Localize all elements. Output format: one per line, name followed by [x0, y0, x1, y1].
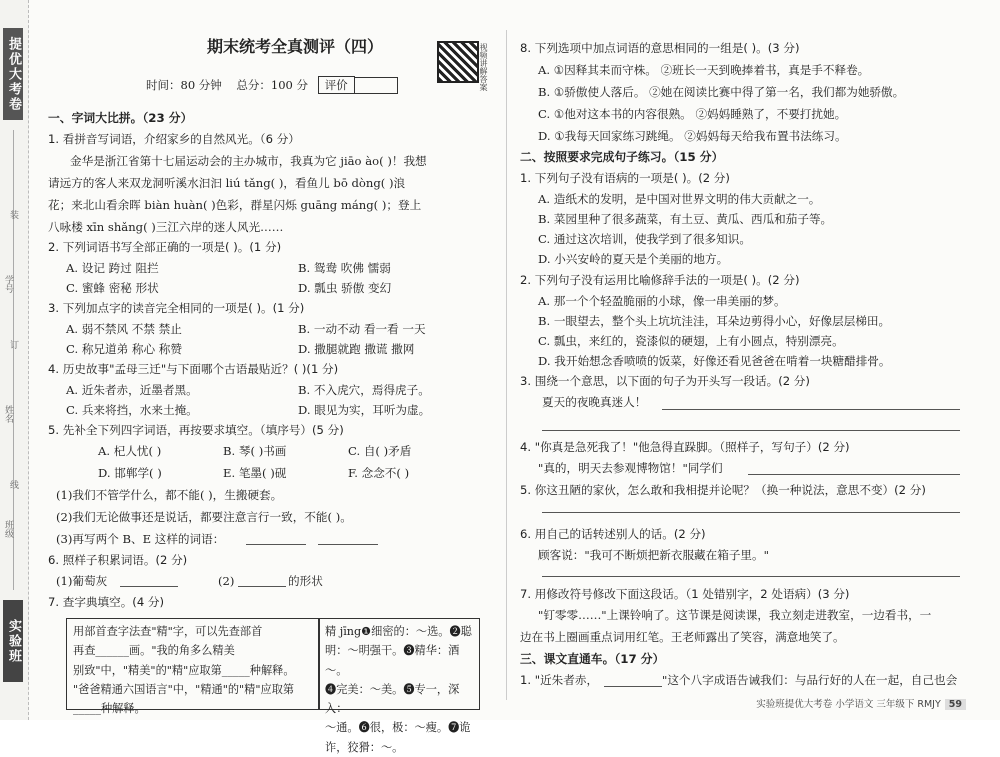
q5-word-f: F. 念念不( ) [348, 466, 410, 480]
section-1-heading: 一、字词大比拼。（23 分） [48, 111, 193, 125]
q1-line-2: 请远方的客人来双龙洞听溪水汩汩 liú tǎng( )，看鱼儿 bō dòng( )浪 [48, 176, 406, 190]
q5-word-a: A. 杞人忧( ) [98, 444, 162, 458]
q5-word-c: C. 自( )矛盾 [348, 444, 412, 458]
q1-line-1: 金华是浙江省第十七届运动会的主办城市，我真为它 jiāo ào( )！我想 [70, 154, 427, 168]
time-label: 时间：80 分钟 [146, 78, 222, 92]
r1-option-c[interactable]: C. 通过这次培训，使我学到了很多知识。 [538, 232, 751, 246]
binding-spine [0, 0, 29, 720]
r2-option-a[interactable]: A. 那一个个轻盈脆丽的小球，像一串美丽的梦。 [538, 294, 786, 308]
r3-answer-line-1[interactable] [662, 409, 960, 410]
q6-sub-2: (2) [218, 574, 235, 588]
r3-start-sentence: 夏天的夜晚真迷人！ [542, 395, 647, 409]
q4-option-d[interactable]: D. 眼见为实，耳听为虚。 [298, 403, 431, 417]
r7-passage-line-2: 边在书上圈画重点词用红笔。王老师露出了笑容，满意地笑了。 [520, 630, 845, 644]
r6-quote: 顾客说："我可不断烦把新衣服藏在箱子里。" [538, 548, 769, 562]
page-footer [756, 696, 966, 710]
footer-text: 实验班提优大考卷 小学语文 三年级下 RMJY [756, 699, 941, 710]
page-number: 59 [945, 699, 966, 710]
q6-prompt: 6. 照样子积累词语。(2 分) [48, 553, 188, 567]
q1-prompt: 1. 看拼音写词语，介绍家乡的自然风光。（6 分） [48, 132, 300, 146]
exam-meta [146, 76, 446, 94]
r2-option-d[interactable]: D. 我开始想念香喷喷的饭菜，好像还看见爸爸在啃着一块糖醋排骨。 [538, 354, 891, 368]
k1-prompt: 1. "近朱者赤， [520, 673, 599, 687]
q6-blank-2[interactable] [238, 586, 286, 587]
q3-option-d[interactable]: D. 撒腿就跑 撒谎 撒网 [298, 342, 415, 356]
bind-mark-3: 线 [8, 480, 18, 489]
q4-option-c[interactable]: C. 兵来将挡，水来土掩。 [66, 403, 198, 417]
r3-answer-line-2[interactable] [542, 430, 960, 431]
q5-word-d: D. 邯郸学( ) [98, 466, 162, 480]
q8-option-d[interactable]: D. ①我每天回家练习跳绳。 ②妈妈每天给我布置书法练习。 [538, 129, 847, 143]
q4-option-a[interactable]: A. 近朱者赤，近墨者黑。 [66, 383, 198, 397]
r2-option-b[interactable]: B. 一眼望去，整个头上坑坑洼洼，耳朵边剪得小心，好像层层梯田。 [538, 314, 891, 328]
q5-blank-1[interactable] [246, 544, 306, 545]
q7-dictionary-box: 精 jīng❶细密的：～选。❷聪 明：～明强干。❸精华：酒～。 ❹完美：～美。❺专一，深入： ～通。❻很，极：～瘦。❼诡 诈，狡猾：～。 [318, 618, 480, 710]
q5-word-b: B. 琴( )书画 [223, 444, 287, 458]
brand-label-top: 提优大考卷 [3, 28, 23, 120]
q5-sub-3: (3)再写两个 B、E 这样的词语： [56, 532, 225, 546]
q6-sub-1: (1)葡萄灰 [56, 574, 108, 588]
r4-answer-line[interactable] [748, 474, 960, 475]
bind-mark-2: 订 [8, 340, 18, 349]
section-3-heading: 三、课文直通车。（17 分） [520, 652, 665, 666]
r7-prompt: 7. 用修改符号修改下面这段话。（1 处错别字，2 处语病）(3 分) [520, 587, 850, 601]
q8-prompt: 8. 下列选项中加点词语的意思相同的一组是( )。(3 分) [520, 41, 800, 55]
q1-line-4: 八咏楼 xīn shǎng( )三江六岸的迷人风光…… [48, 220, 284, 234]
q2-option-b[interactable]: B. 鸳鸯 吹佛 懦弱 [298, 261, 391, 275]
q1-line-3: 花；来北山看余晖 biàn huàn( )色彩，群星闪烁 guāng máng( )；登上 [48, 198, 422, 212]
k1-blank[interactable] [604, 686, 662, 687]
r5-answer-line[interactable] [542, 512, 960, 513]
q4-option-b[interactable]: B. 不入虎穴，焉得虎子。 [298, 383, 430, 397]
r1-option-a[interactable]: A. 造纸术的发明，是中国对世界文明的伟大贡献之一。 [538, 192, 821, 206]
qr-caption: 视频讲解答案 [479, 43, 488, 91]
q5-prompt: 5. 先补全下列四字词语，再按要求填空。（填序号）(5 分) [48, 423, 344, 437]
q5-word-e: E. 笔墨( )砚 [223, 466, 287, 480]
q2-option-c[interactable]: C. 蜜蜂 密秘 形状 [66, 281, 159, 295]
r2-prompt: 2. 下列句子没有运用比喻修辞手法的一项是( )。(2 分) [520, 273, 800, 287]
class-label: 班级 [3, 520, 13, 538]
section-2-heading: 二、按照要求完成句子练习。（15 分） [520, 150, 724, 164]
q5-blank-2[interactable] [318, 544, 378, 545]
name-label: 姓名 [3, 405, 13, 423]
r1-option-d[interactable]: D. 小兴安岭的夏天是个美丽的地方。 [538, 252, 729, 266]
q2-option-a[interactable]: A. 设记 跨过 阻拦 [66, 261, 159, 275]
r5-prompt: 5. 你这丑陋的家伙，怎么敢和我相提并论呢？（换一种说法，意思不变）(2 分) [520, 483, 926, 497]
q3-option-a[interactable]: A. 弱不禁风 不禁 禁止 [66, 322, 182, 336]
q6-blank-1[interactable] [120, 586, 178, 587]
q8-option-b[interactable]: B. ①骄傲使人落后。 ②她在阅读比赛中得了第一名，我们都为她骄傲。 [538, 85, 905, 99]
q4-prompt: 4. 历史故事"孟母三迁"与下面哪个古语最贴近？( )(1 分) [48, 362, 339, 376]
q8-option-a[interactable]: A. ①因释其耒而守株。 ②班长一天到晚捧着书，真是手不释卷。 [538, 63, 870, 77]
r1-option-b[interactable]: B. 菜园里种了很多蔬菜，有土豆、黄瓜、西瓜和茄子等。 [538, 212, 833, 226]
column-divider [506, 30, 507, 700]
r7-passage-line-1: "钉零零……"上课铃响了。这节课是阅读课，我立刻走进教室，一边看书，一 [538, 608, 932, 622]
k1-prompt-rest: "这个八字成语告诫我们：与品行好的人在一起，自己也会 [662, 673, 958, 687]
bind-mark-1: 装 [8, 210, 18, 219]
score-label: 总分：100 分 [236, 78, 309, 92]
q3-prompt: 3. 下列加点字的读音完全相同的一项是( )。(1 分) [48, 301, 305, 315]
q3-option-c[interactable]: C. 称兄道弟 称心 称赞 [66, 342, 182, 356]
q5-sub-2: (2)我们无论做事还是说话，都要注意言行一致，不能( )。 [56, 510, 352, 524]
q3-option-b[interactable]: B. 一动不动 看一看 一天 [298, 322, 426, 336]
q2-prompt: 2. 下列词语书写全部正确的一项是( )。(1 分) [48, 240, 282, 254]
q7-question-box: 用部首查字法查"精"字，可以先查部首 再查______画。"我的角多么精美 别致"中，"精美"的"精"应取第_____种解释。 "爸爸精通六国语言"中，"精通"的"精"应取第 _____种解释。 [66, 618, 320, 710]
q8-option-c[interactable]: C. ①他对这本书的内容很熟。 ②妈妈睡熟了，不要打扰她。 [538, 107, 847, 121]
brand-label-bottom: 实验班 [3, 600, 23, 682]
q5-sub-1: (1)我们不管学什么，都不能( )，生搬硬套。 [56, 488, 283, 502]
r6-answer-line[interactable] [542, 576, 960, 577]
r4-start-sentence: "真的，明天去参观博物馆！"同学们 [538, 461, 723, 475]
q6-sub-2-suffix: 的形状 [288, 574, 323, 588]
r3-prompt: 3. 围绕一个意思，以下面的句子为开头写一段话。(2 分) [520, 374, 810, 388]
q2-option-d[interactable]: D. 瓢虫 骄傲 变幻 [298, 281, 392, 295]
eval-label: 评价 [318, 76, 355, 94]
eval-box[interactable] [355, 77, 398, 94]
student-id-label: 学号 [3, 275, 13, 293]
q7-prompt: 7. 查字典填空。(4 分) [48, 595, 165, 609]
r4-prompt: 4. "你真是急死我了！"他急得直跺脚。（照样子，写句子）(2 分) [520, 440, 850, 454]
r1-prompt: 1. 下列句子没有语病的一项是( )。(2 分) [520, 171, 730, 185]
r6-prompt: 6. 用自己的话转述别人的话。(2 分) [520, 527, 706, 541]
r2-option-c[interactable]: C. 瓢虫，来红的，瓷漆似的硬翅，上有小圆点，特别漂亮。 [538, 334, 844, 348]
exam-title: 期末统考全真测评（四） [206, 37, 383, 56]
